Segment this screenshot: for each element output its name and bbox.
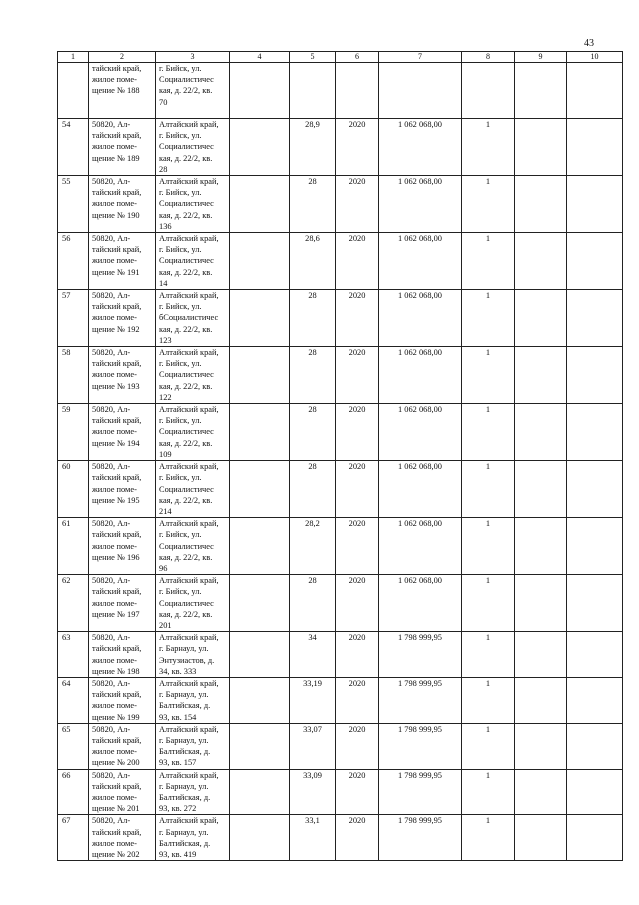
area-cell: 33,1 xyxy=(290,815,336,861)
year-cell: 2020 xyxy=(336,815,379,861)
row-number: 60 xyxy=(58,461,89,518)
cost-cell: 1 062 068,00 xyxy=(379,290,462,347)
year-cell: 2020 xyxy=(336,677,379,723)
row-number: 62 xyxy=(58,575,89,632)
cost-cell: 1 062 068,00 xyxy=(379,233,462,290)
column-9-cell xyxy=(515,632,567,678)
area-cell: 28 xyxy=(290,347,336,404)
area-cell: 28 xyxy=(290,461,336,518)
column-4-cell xyxy=(230,518,290,575)
table-row xyxy=(58,63,623,119)
column-number: 2 xyxy=(89,52,156,63)
table-row xyxy=(58,404,623,461)
column-4-cell xyxy=(230,119,290,176)
address-cell: Алтайский край, г. Барнаул, ул. Балтийская, д. 93, кв. 272 xyxy=(156,769,230,815)
year-cell: 2020 xyxy=(336,461,379,518)
area-cell: 33,07 xyxy=(290,723,336,769)
property-name-cell: тайский край, жилое поме- щение № 188 xyxy=(89,63,156,119)
column-9-cell xyxy=(515,575,567,632)
year-cell: 2020 xyxy=(336,769,379,815)
column-number: 4 xyxy=(230,52,290,63)
column-number: 7 xyxy=(379,52,462,63)
column-number-row xyxy=(58,52,623,63)
table-row xyxy=(58,290,623,347)
column-4-cell xyxy=(230,63,290,119)
address-cell: Алтайский край, г. Барнаул, ул. Энтузиастов, д. 34, кв. 333 xyxy=(156,632,230,678)
table-row xyxy=(58,769,623,815)
area-cell: 33,19 xyxy=(290,677,336,723)
column-10-cell xyxy=(567,461,623,518)
property-name-cell: 50820, Ал- тайский край, жилое поме- щение № 201 xyxy=(89,769,156,815)
table-row xyxy=(58,815,623,861)
cost-cell: 1 062 068,00 xyxy=(379,404,462,461)
row-number: 56 xyxy=(58,233,89,290)
table-row xyxy=(58,677,623,723)
table-row xyxy=(58,176,623,233)
property-registry-table xyxy=(57,51,623,861)
column-number: 3 xyxy=(156,52,230,63)
quantity-cell: 1 xyxy=(462,404,515,461)
area-cell: 34 xyxy=(290,632,336,678)
table-row xyxy=(58,119,623,176)
property-name-cell: 50820, Ал- тайский край, жилое поме- щение № 196 xyxy=(89,518,156,575)
column-9-cell xyxy=(515,815,567,861)
row-number: 66 xyxy=(58,769,89,815)
column-10-cell xyxy=(567,233,623,290)
property-name-cell: 50820, Ал- тайский край, жилое поме- щение № 190 xyxy=(89,176,156,233)
column-9-cell xyxy=(515,769,567,815)
cost-cell: 1 062 068,00 xyxy=(379,575,462,632)
column-number: 9 xyxy=(515,52,567,63)
quantity-cell: 1 xyxy=(462,119,515,176)
row-number: 54 xyxy=(58,119,89,176)
year-cell: 2020 xyxy=(336,233,379,290)
cost-cell xyxy=(379,63,462,119)
column-number: 6 xyxy=(336,52,379,63)
address-cell: Алтайский край, г. Бийск, ул. Социалистичес кая, д. 22/2, кв. 109 xyxy=(156,404,230,461)
year-cell: 2020 xyxy=(336,176,379,233)
property-name-cell: 50820, Ал- тайский край, жилое поме- щение № 202 xyxy=(89,815,156,861)
column-number: 1 xyxy=(58,52,89,63)
cost-cell: 1 062 068,00 xyxy=(379,176,462,233)
quantity-cell: 1 xyxy=(462,233,515,290)
property-name-cell: 50820, Ал- тайский край, жилое поме- щение № 197 xyxy=(89,575,156,632)
property-name-cell: 50820, Ал- тайский край, жилое поме- щение № 192 xyxy=(89,290,156,347)
column-9-cell xyxy=(515,723,567,769)
column-10-cell xyxy=(567,290,623,347)
column-10-cell xyxy=(567,677,623,723)
row-number: 67 xyxy=(58,815,89,861)
table-row xyxy=(58,632,623,678)
property-name-cell: 50820, Ал- тайский край, жилое поме- щение № 195 xyxy=(89,461,156,518)
column-4-cell xyxy=(230,461,290,518)
year-cell: 2020 xyxy=(336,404,379,461)
year-cell: 2020 xyxy=(336,290,379,347)
column-4-cell xyxy=(230,723,290,769)
column-9-cell xyxy=(515,176,567,233)
column-10-cell xyxy=(567,769,623,815)
year-cell: 2020 xyxy=(336,575,379,632)
table-row xyxy=(58,723,623,769)
area-cell: 28,6 xyxy=(290,233,336,290)
table-row xyxy=(58,347,623,404)
quantity-cell: 1 xyxy=(462,290,515,347)
column-4-cell xyxy=(230,632,290,678)
column-9-cell xyxy=(515,233,567,290)
cost-cell: 1 062 068,00 xyxy=(379,518,462,575)
quantity-cell: 1 xyxy=(462,575,515,632)
area-cell: 33,09 xyxy=(290,769,336,815)
address-cell: Алтайский край, г. Бийск, ул. Социалистичес кая, д. 22/2, кв. 214 xyxy=(156,461,230,518)
area-cell: 28 xyxy=(290,404,336,461)
quantity-cell: 1 xyxy=(462,176,515,233)
area-cell: 28 xyxy=(290,176,336,233)
address-cell: Алтайский край, г. Барнаул, ул. Балтийская, д. 93, кв. 157 xyxy=(156,723,230,769)
quantity-cell: 1 xyxy=(462,632,515,678)
row-number: 55 xyxy=(58,176,89,233)
column-10-cell xyxy=(567,815,623,861)
address-cell: Алтайский край, г. Бийск, ул. Социалистичес кая, д. 22/2, кв. 136 xyxy=(156,176,230,233)
table-row xyxy=(58,575,623,632)
year-cell: 2020 xyxy=(336,518,379,575)
address-cell: Алтайский край, г. Барнаул, ул. Балтийская, д. 93, кв. 419 xyxy=(156,815,230,861)
property-name-cell: 50820, Ал- тайский край, жилое поме- щение № 200 xyxy=(89,723,156,769)
year-cell: 2020 xyxy=(336,119,379,176)
address-cell: Алтайский край, г. Барнаул, ул. Балтийская, д. 93, кв. 154 xyxy=(156,677,230,723)
column-10-cell xyxy=(567,119,623,176)
address-cell: Алтайский край, г. Бийск, ул. Социалистичес кая, д. 22/2, кв. 96 xyxy=(156,518,230,575)
column-4-cell xyxy=(230,347,290,404)
row-number: 58 xyxy=(58,347,89,404)
quantity-cell: 1 xyxy=(462,461,515,518)
column-10-cell xyxy=(567,632,623,678)
cost-cell: 1 062 068,00 xyxy=(379,461,462,518)
column-10-cell xyxy=(567,347,623,404)
address-cell: Алтайский край, г. Бийск, ул. Социалистичес кая, д. 22/2, кв. 201 xyxy=(156,575,230,632)
table-row xyxy=(58,233,623,290)
column-10-cell xyxy=(567,63,623,119)
quantity-cell: 1 xyxy=(462,723,515,769)
column-9-cell xyxy=(515,404,567,461)
column-4-cell xyxy=(230,769,290,815)
quantity-cell: 1 xyxy=(462,518,515,575)
column-number: 10 xyxy=(567,52,623,63)
column-10-cell xyxy=(567,575,623,632)
area-cell: 28,2 xyxy=(290,518,336,575)
column-number: 5 xyxy=(290,52,336,63)
cost-cell: 1 062 068,00 xyxy=(379,347,462,404)
year-cell: 2020 xyxy=(336,632,379,678)
column-4-cell xyxy=(230,176,290,233)
column-10-cell xyxy=(567,518,623,575)
quantity-cell: 1 xyxy=(462,815,515,861)
column-10-cell xyxy=(567,176,623,233)
row-number: 64 xyxy=(58,677,89,723)
row-number: 65 xyxy=(58,723,89,769)
address-cell: Алтайский край, г. Бийск, ул. бСоциалистичес кая, д. 22/2, кв. 123 xyxy=(156,290,230,347)
column-4-cell xyxy=(230,290,290,347)
area-cell: 28 xyxy=(290,290,336,347)
column-number: 8 xyxy=(462,52,515,63)
year-cell: 2020 xyxy=(336,723,379,769)
column-9-cell xyxy=(515,518,567,575)
cost-cell: 1 798 999,95 xyxy=(379,632,462,678)
row-number: 61 xyxy=(58,518,89,575)
quantity-cell: 1 xyxy=(462,347,515,404)
page-number: 43 xyxy=(584,38,594,49)
cost-cell: 1 798 999,95 xyxy=(379,815,462,861)
cost-cell: 1 798 999,95 xyxy=(379,769,462,815)
column-9-cell xyxy=(515,119,567,176)
column-9-cell xyxy=(515,290,567,347)
row-number: 57 xyxy=(58,290,89,347)
property-name-cell: 50820, Ал- тайский край, жилое поме- щение № 198 xyxy=(89,632,156,678)
address-cell: Алтайский край, г. Бийск, ул. Социалистичес кая, д. 22/2, кв. 28 xyxy=(156,119,230,176)
cost-cell: 1 798 999,95 xyxy=(379,723,462,769)
column-4-cell xyxy=(230,233,290,290)
column-10-cell xyxy=(567,723,623,769)
property-name-cell: 50820, Ал- тайский край, жилое поме- щение № 189 xyxy=(89,119,156,176)
quantity-cell: 1 xyxy=(462,769,515,815)
column-9-cell xyxy=(515,677,567,723)
column-4-cell xyxy=(230,815,290,861)
column-10-cell xyxy=(567,404,623,461)
property-name-cell: 50820, Ал- тайский край, жилое поме- щение № 194 xyxy=(89,404,156,461)
address-cell: Алтайский край, г. Бийск, ул. Социалистичес кая, д. 22/2, кв. 122 xyxy=(156,347,230,404)
quantity-cell xyxy=(462,63,515,119)
year-cell xyxy=(336,63,379,119)
cost-cell: 1 798 999,95 xyxy=(379,677,462,723)
area-cell xyxy=(290,63,336,119)
table-row xyxy=(58,518,623,575)
address-cell: Алтайский край, г. Бийск, ул. Социалистичес кая, д. 22/2, кв. 14 xyxy=(156,233,230,290)
property-name-cell: 50820, Ал- тайский край, жилое поме- щение № 191 xyxy=(89,233,156,290)
row-number: 59 xyxy=(58,404,89,461)
row-number xyxy=(58,63,89,119)
area-cell: 28,9 xyxy=(290,119,336,176)
column-4-cell xyxy=(230,404,290,461)
column-9-cell xyxy=(515,347,567,404)
cost-cell: 1 062 068,00 xyxy=(379,119,462,176)
column-9-cell xyxy=(515,461,567,518)
quantity-cell: 1 xyxy=(462,677,515,723)
column-4-cell xyxy=(230,575,290,632)
area-cell: 28 xyxy=(290,575,336,632)
property-name-cell: 50820, Ал- тайский край, жилое поме- щение № 193 xyxy=(89,347,156,404)
address-cell: г. Бийск, ул. Социалистичес кая, д. 22/2, кв. 70 xyxy=(156,63,230,119)
year-cell: 2020 xyxy=(336,347,379,404)
column-4-cell xyxy=(230,677,290,723)
table-row xyxy=(58,461,623,518)
row-number: 63 xyxy=(58,632,89,678)
column-9-cell xyxy=(515,63,567,119)
property-name-cell: 50820, Ал- тайский край, жилое поме- щение № 199 xyxy=(89,677,156,723)
